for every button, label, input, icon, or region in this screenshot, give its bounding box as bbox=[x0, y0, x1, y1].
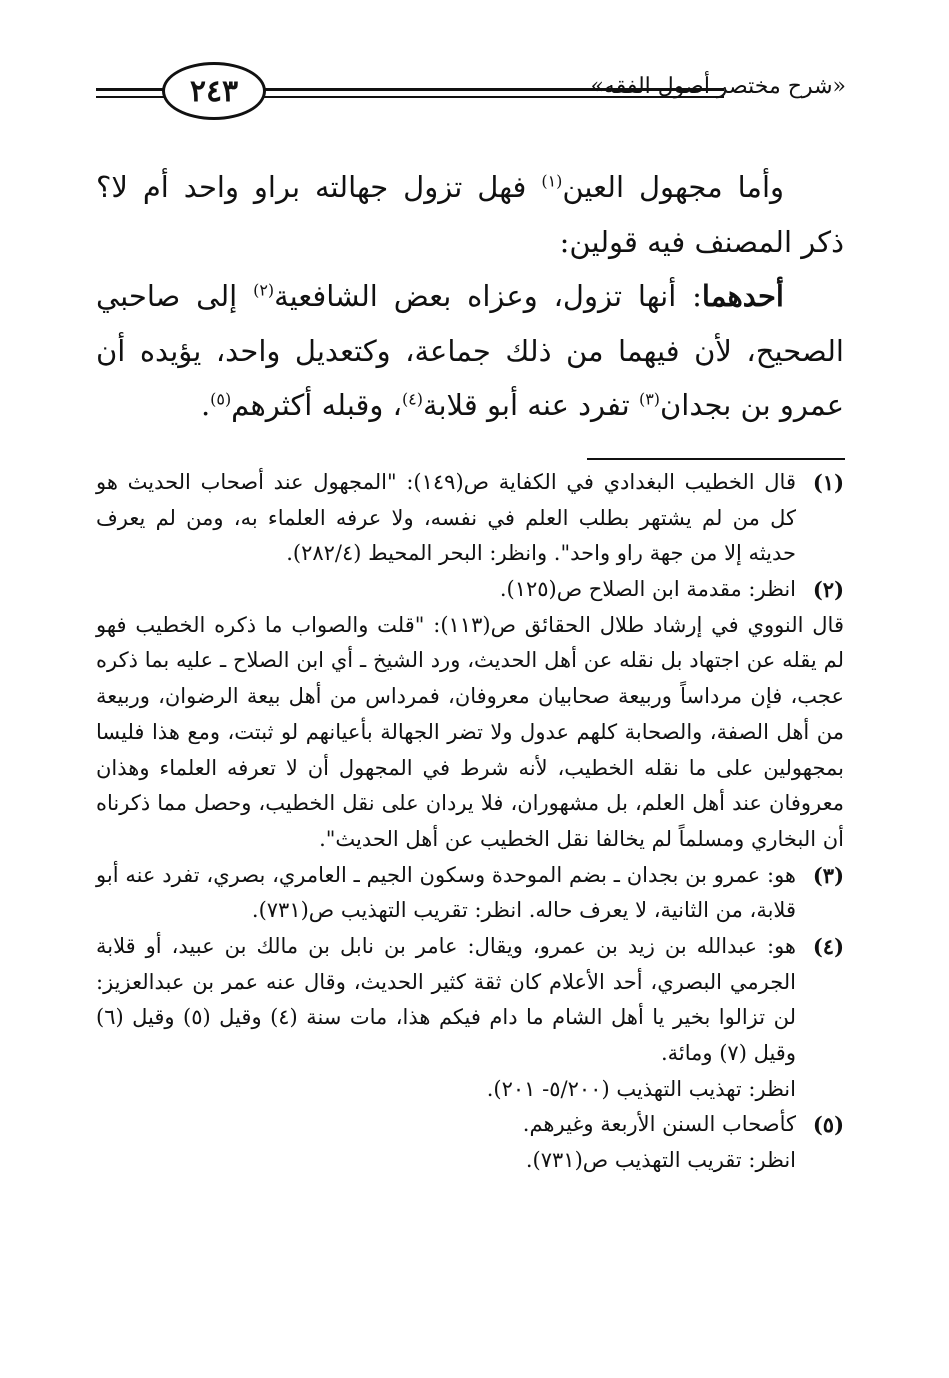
book-title: «شرح مختصر أصول الفقه» bbox=[590, 74, 846, 99]
page-header bbox=[96, 60, 846, 130]
footnote-ref: (١) bbox=[541, 171, 563, 191]
footnote bbox=[96, 1107, 844, 1178]
keyword: أحدهما bbox=[701, 279, 784, 314]
footnote-number: (٣) bbox=[812, 862, 844, 888]
paragraph: أحدهما: أنها تزول، وعزاه بعض الشافعية$^{(٢)}$ إلى صاحبي الصحيح، لأن فيهما من ذلك جماعة، وكتعديل واحد، يؤيده أن عمرو بن بجدان$^{(٣)}$ تفرد عنه أبو قلابة$^{(٤)}$، وقبله أكثرهم$^{(٥)}$. bbox=[96, 279, 844, 423]
footnote-text: انظر: مقدمة ابن الصلاح ص(١٢٥). bbox=[499, 577, 796, 602]
footnote-text: انظر: تقريب التهذيب ص(٧٣١). bbox=[525, 1148, 796, 1173]
footnote-text: انظر: تهذيب التهذيب (٥/٢٠٠- ٢٠١). bbox=[486, 1076, 796, 1101]
page-number: ٢٤٣ bbox=[162, 62, 266, 120]
footnote-text: كأصحاب السنن الأربعة وغيرهم. bbox=[522, 1112, 796, 1137]
footnote-text: قال الخطيب البغدادي في الكفاية ص(١٤٩): "المجهول عند أصحاب الحديث هو كل من لم يشتهر بطلب العلم في نفسه، ولا عرفه العلماء به، ومن لم يعرف حديثه إلا من جهة راو واحد". وانظر: البحر المحيط (٢٨٢/٤). bbox=[96, 470, 796, 566]
footnote bbox=[96, 465, 844, 572]
footnote bbox=[96, 929, 844, 1107]
footnote-number: (٢) bbox=[812, 577, 844, 603]
footnote-number: (٤) bbox=[812, 933, 844, 959]
footnote-text: هو: عبدالله بن زيد بن عمرو، ويقال: عامر بن نابل بن مالك بن عبيد، أو قلابة الجرمي البصري، أحد الأعلام كان ثقة كثير الحديث، وقال عنه عمر بن عبدالعزيز: لن تزالوا بخير يا أهل الشام ما دام فيكم هذا، مات سنة (٤) وقيل (٥) وقيل (٦) وقيل (٧) ومائة. bbox=[96, 933, 796, 1065]
footnote-ref: (٢) bbox=[253, 280, 275, 300]
footnote-continuation: قال النووي في إرشاد طلال الحقائق ص(١١٣): "قلت والصواب ما ذكره الخطيب فهو لم يقله عن اجتهاد بل نقله عن أهل الحديث، ورد الشيخ ـ أي ابن الصلاح ـ عليه بما ذكره عجب، فإن مرداساً وربيعة صحابيان معروفان، فمرداس من أهل بيعة الرضوان، وربيعة من أهل الصفة، والصحابة كلهم عدول ولا تضر الجهالة بأعيانهم لو ثبتت، ومع هذا فليسا بمجهولين على ما نقله الخطيب، لأنه شرط في المجهول أن لا تعرفه العلماء وهذان معروفان عند أهل العلم، بل مشهوران، فلا يردان على نقل الخطيب، وحصل مما ذكرناه أن البخاري ومسلماً لم يخالفا نقل الخطيب عن أهل الحديث". bbox=[96, 612, 844, 851]
header-rule bbox=[96, 96, 172, 98]
footnote-separator bbox=[587, 458, 845, 460]
footnotes bbox=[96, 465, 844, 1179]
footnote-number: (٥) bbox=[812, 1112, 844, 1138]
footnote-ref: (٤) bbox=[401, 389, 423, 409]
header-rule bbox=[96, 88, 172, 91]
footnote-text: هو: عمرو بن بجدان ـ بضم الموحدة وسكون الجيم ـ العامري، بصري، تفرد عنه أبو قلابة، من الثانية، لا يعرف حاله. انظر: تقريب التهذيب ص(٧٣١). bbox=[96, 862, 796, 923]
footnote-ref: (٣) bbox=[638, 389, 660, 409]
footnote bbox=[96, 858, 844, 929]
paragraph: وأما مجهول العين$^{(١)}$ فهل تزول جهالته براو واحد أم لا؟ ذكر المصنف فيه قولين: bbox=[96, 170, 844, 259]
footnote bbox=[96, 572, 844, 608]
main-text bbox=[96, 160, 844, 433]
footnote-ref: (٥) bbox=[210, 389, 232, 409]
footnote-number: (١) bbox=[812, 470, 844, 495]
